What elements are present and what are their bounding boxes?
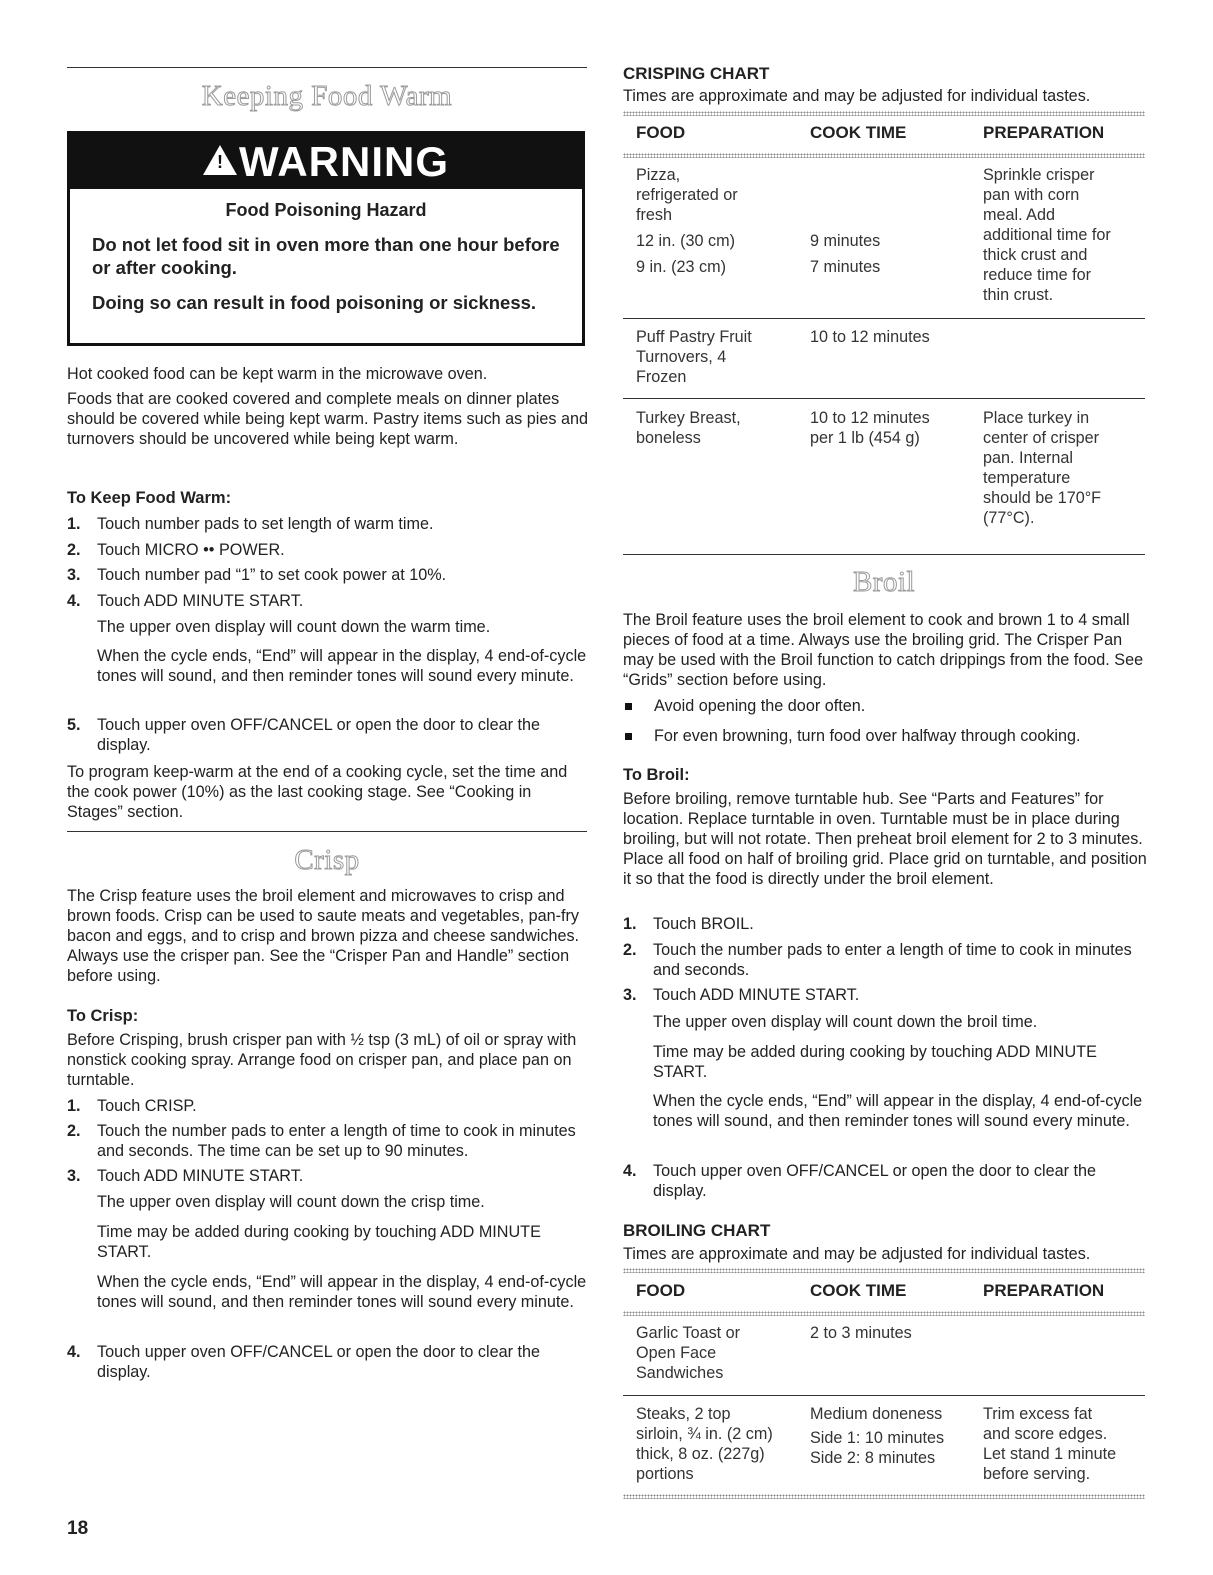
step-note: The upper oven display will count down the broil time. (653, 1013, 1038, 1031)
broil-heading: To Broil: (623, 766, 690, 784)
table-row-rule (623, 398, 1145, 399)
table-cell: Medium doneness Side 1: 10 minutes Side 2: 8 minutes (810, 1405, 945, 1467)
table-cell: Turkey Breast, boneless (636, 409, 741, 447)
list-item: 5. Touch upper oven OFF/CANCEL or open the door to clear the display. (67, 716, 540, 754)
keep-warm-para-3: To program keep-warm at the end of a cooking cycle, set the time and the cook power (10%) as the last cooking stage. See “Cooking in Stages” section. (67, 763, 568, 821)
broil-rule (623, 554, 1145, 555)
chart-dotted-rule (623, 1311, 1145, 1316)
table-cell: Garlic Toast or Open Face Sandwiches (636, 1324, 741, 1382)
table-cell: Place turkey in center of crisper pan. Internal temperature should be 170°F (77°C). (983, 409, 1102, 527)
col-header-food: FOOD (636, 123, 686, 142)
chart-dotted-rule (623, 1494, 1145, 1499)
broiling-chart-note: Times are approximate and may be adjusted for individual tastes. (623, 1245, 1091, 1263)
table-cell: 2 to 3 minutes (810, 1324, 912, 1342)
table-cell: Trim excess fat and score edges. Let stand 1 minute before serving. (983, 1405, 1117, 1483)
crisp-rule (67, 831, 587, 832)
table-cell: Steaks, 2 top sirloin, ¾ in. (2 cm) thick, 8 oz. (227g) portions (636, 1405, 773, 1483)
keep-warm-para-1: Hot cooked food can be kept warm in the microwave oven. (67, 365, 488, 383)
keep-warm-para-2: Foods that are cooked covered and complete meals on dinner plates should be covered while being kept warm. Pastry items such as pies and turnovers should be uncovered while being kept warm. (67, 390, 588, 448)
table-row-rule (623, 318, 1145, 319)
keep-warm-heading: To Keep Food Warm: (67, 489, 232, 507)
list-item: 4. Touch upper oven OFF/CANCEL or open the door to clear the display. (67, 1343, 540, 1381)
step-note: When the cycle ends, “End” will appear in the display, 4 end-of-cycle tones will sound, and then reminder tones will sound every minute. (97, 1273, 587, 1311)
list-item: 4. Touch upper oven OFF/CANCEL or open the door to clear the display. (623, 1162, 1096, 1200)
col-header-cook-time: COOK TIME (810, 123, 907, 142)
step-note: Time may be added during cooking by touching ADD MINUTE START. (653, 1043, 1097, 1081)
col-header-cook-time: COOK TIME (810, 1281, 907, 1300)
table-row-rule (623, 1395, 1145, 1396)
list-item: 2. Touch the number pads to enter a length of time to cook in minutes and seconds. (623, 941, 1132, 979)
list-item: 4. Touch ADD MINUTE START. (67, 592, 304, 610)
list-item: 3. Touch ADD MINUTE START. (67, 1167, 304, 1185)
step-note: The upper oven display will count down the warm time. (97, 618, 491, 636)
table-cell: 9 minutes 7 minutes (810, 232, 881, 276)
list-item: 1. Touch BROIL. (623, 915, 754, 933)
col-header-preparation: PREPARATION (983, 1281, 1105, 1300)
list-item: 2. Touch the number pads to enter a length of time to cook in minutes and seconds. The time can be set up to 90 minutes. (67, 1122, 576, 1160)
table-cell: Pizza, refrigerated or fresh 12 in. (30 cm) 9 in. (23 cm) (636, 166, 738, 276)
warning-subtitle: Food Poisoning Hazard (225, 200, 427, 220)
broil-para-1: The Broil feature uses the broil element to cook and brown 1 to 4 small pieces of food at a time. Always use the broiling grid. The Crisper Pan may be used with the Broil function to catch drippings from the food. See “Grids” section before using. (623, 611, 1144, 689)
warning-line-1: Do not let food sit in oven more than one hour before or after cooking. (92, 234, 560, 278)
table-cell: 10 to 12 minutes (810, 328, 930, 346)
chart-dotted-rule (623, 153, 1145, 158)
warning-triangle-icon: ! (203, 145, 237, 175)
list-item: For even browning, turn food over halfway through cooking. (654, 727, 1081, 745)
list-item: 3. Touch number pad “1” to set cook power at 10%. (67, 566, 447, 584)
table-cell: 10 to 12 minutes per 1 lb (454 g) (810, 409, 930, 447)
crisp-heading: To Crisp: (67, 1007, 139, 1025)
top-rule-left (67, 67, 587, 68)
col-header-food: FOOD (636, 1281, 686, 1300)
step-note: When the cycle ends, “End” will appear in the display, 4 end-of-cycle tones will sound, and then reminder tones will sound every minute. (97, 647, 587, 685)
warning-header-text: WARNING (239, 137, 449, 185)
warning-header (70, 134, 582, 189)
step-note: Time may be added during cooking by touching ADD MINUTE START. (97, 1223, 541, 1261)
crisp-title: Crisp (294, 844, 360, 876)
keep-warm-title: Keeping Food Warm (201, 80, 453, 112)
crisp-para-1: The Crisp feature uses the broil element and microwaves to crisp and brown foods. Crisp can be used to saute meats and vegetables, pan-fry bacon and eggs, and to crisp and brown pizza and cheese sandwiches. Always use the crisper pan. See the “Crisper Pan and Handle” section before using. (67, 887, 580, 985)
broil-title: Broil (852, 566, 916, 598)
crisp-para-2: Before Crisping, brush crisper pan with ½ tsp (3 mL) of oil or spray with nonstick cooking spray. Arrange food on crisper pan, and place pan on turntable. (67, 1031, 577, 1089)
step-note: The upper oven display will count down the crisp time. (97, 1193, 485, 1211)
table-cell: Sprinkle crisper pan with corn meal. Add additional time for thick crust and reduce time for thin crust. (983, 166, 1111, 304)
bullet-icon (625, 703, 632, 710)
list-item: 1. Touch CRISP. (67, 1097, 197, 1115)
crisping-chart-note: Times are approximate and may be adjusted for individual tastes. (623, 87, 1091, 105)
chart-dotted-rule (623, 111, 1145, 116)
list-item: Avoid opening the door often. (654, 697, 866, 715)
chart-dotted-rule (623, 1268, 1145, 1273)
warning-box (67, 131, 585, 346)
crisping-chart-title: CRISPING CHART (623, 64, 770, 83)
warning-line-2: Doing so can result in food poisoning or sickness. (92, 292, 537, 313)
step-note: When the cycle ends, “End” will appear in the display, 4 end-of-cycle tones will sound, and then reminder tones will sound every minute. (653, 1092, 1143, 1130)
list-item: 3. Touch ADD MINUTE START. (623, 986, 860, 1004)
broil-para-2: Before broiling, remove turntable hub. See “Parts and Features” for location. Replace turntable in oven. Turntable must be in place during broiling, but will not rotate. Then preheat broil element for 2 to 3 minutes. Place all food on half of broiling grid. Place grid on turntable, and position it so that the food is directly under the broil element. (623, 790, 1147, 888)
list-item: 1. Touch number pads to set length of warm time. (67, 515, 434, 533)
broiling-chart-title: BROILING CHART (623, 1221, 771, 1240)
list-item: 2. Touch MICRO •• POWER. (67, 541, 285, 559)
table-cell: Puff Pastry Fruit Turnovers, 4 Frozen (636, 328, 752, 386)
bullet-icon (625, 733, 632, 740)
page-number: 18 (67, 1518, 89, 1539)
col-header-preparation: PREPARATION (983, 123, 1105, 142)
